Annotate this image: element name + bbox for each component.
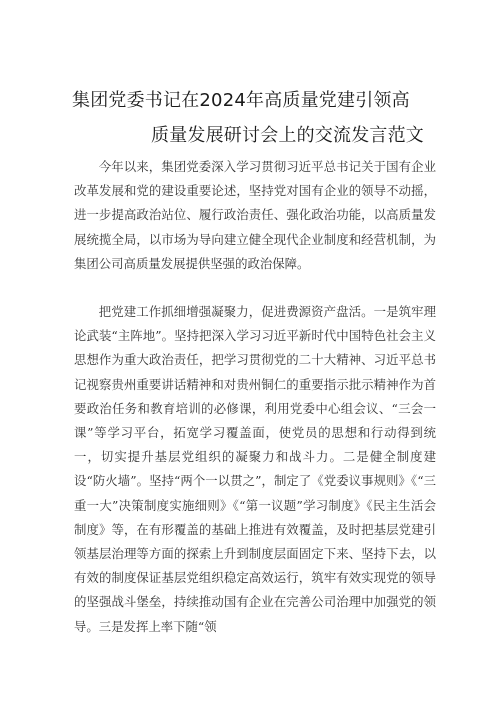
body-paragraph-1: 今年以来，集团党委深入学习贯彻习近平总书记关于国有企业改革发展和党的建设重要论述，坚持党对国有企业的领导不动摇，进一步提高政治站位、履行政治责任、强化政治功能，以高质量发展统揽全局，以市场为导向建立健全现代企业制度和经营机制，为集团公司高质量发展提供坚强的政治保障。 — [74, 159, 436, 271]
document-title-line-2: 质量发展研讨会上的交流发言范文 — [151, 125, 424, 146]
document-title-line-1: 集团党委书记在2024年高质量党建引领高 — [72, 90, 410, 111]
body-paragraph-2: 把党建工作抓细增强凝聚力，促进费源资产盘活。一是筑牢理论武装“主阵地”。坚持把深入学习习近平新时代中国特色社会主义思想作为重大政治责任，把学习贯彻党的二十大精神、习近平总书记视察贵州重要讲话精神和对贵州铜仁的重要指示批示精神作为首要政治任务和教育培训的必修课，利用党委中心组会议、“三会一课”等学习平台，拓宽学习覆盖面，使党员的思想和行动得到统一，切实提升基层党组织的凝聚力和战斗力。二是健全制度建设“防火墙”。坚持“两个一以贯之”，制定了《党委议事规则》《“三重一大”决策制度实施细则》《“第一议题”学习制度》《民主生活会制度》等，在有形覆盖的基础上推进有效覆盖，及时把基层党建引领基层治理等方面的探索上升到制度层面固定下来、坚持下去，以有效的制度保证基层党组织稳定高效运行，筑牢有效实现党的领导的坚强战斗堡垒，持续推动国有企业在完善公司治理中加强党的领导。三是发挥上率下随“领 — [74, 304, 436, 634]
